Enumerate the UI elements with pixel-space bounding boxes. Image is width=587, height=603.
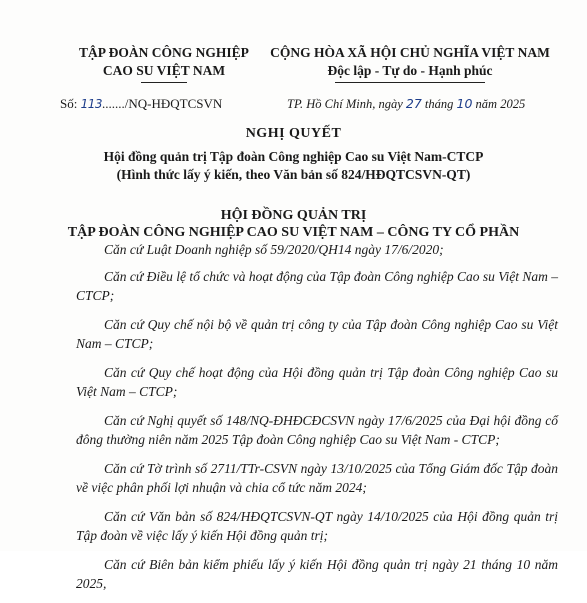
- body-title-line-2: TẬP ĐOÀN CÔNG NGHIỆP CAO SU VIỆT NAM – CÔNG TY CỔ PHẦN: [67, 225, 520, 240]
- motto-underline: [335, 82, 485, 83]
- legal-basis-item: Căn cứ Văn bản số 824/HĐQTCSVN-QT ngày 14/10/2025 của Hội đồng quản trị Tập đoàn về việc lấy ý kiến Hội đồng quản trị;: [76, 509, 558, 543]
- legal-basis-item: Căn cứ Luật Doanh nghiệp số 59/2020/QH14 ngày 17/6/2020;: [104, 242, 444, 257]
- legal-basis-item: Căn cứ Quy chế nội bộ về quản trị công ty của Tập đoàn Công nghiệp Cao su Việt Nam – CTCP;: [76, 317, 558, 351]
- subtitle-line-2: (Hình thức lấy ý kiến, theo Văn bản số 824/HĐQTCSVN-QT): [116, 167, 471, 182]
- doc-number-prefix: Số:: [60, 96, 81, 111]
- national-motto: Độc lập - Tự do - Hạnh phúc: [327, 63, 493, 78]
- doc-number-suffix: ......./NQ-HĐQTCSVN: [102, 96, 223, 111]
- org-name-line-2: CAO SU VIỆT NAM: [102, 63, 226, 78]
- document-title: NGHỊ QUYẾT: [245, 126, 342, 141]
- issuing-body-title: [0, 207, 587, 241]
- legal-bases: [76, 240, 558, 603]
- national-header: [252, 44, 568, 83]
- doc-number-handwritten: 113: [80, 97, 102, 111]
- body-title-line-1: HỘI ĐỒNG QUẢN TRỊ: [220, 208, 367, 223]
- org-underline: [141, 82, 187, 83]
- issuing-organization: [64, 44, 264, 83]
- place-and-date: [287, 96, 525, 112]
- place-prefix: TP. Hồ Chí Minh, ngày: [287, 97, 406, 111]
- legal-basis-item: Căn cứ Nghị quyết số 148/NQ-ĐHĐCĐCSVN ngày 17/6/2025 của Đại hội đồng cổ đông thường niên năm 2025 Tập đoàn Công nghiệp Cao su Việt Nam - CTCP;: [76, 413, 558, 447]
- legal-basis-item: Căn cứ Tờ trình số 2711/TTr-CSVN ngày 13/10/2025 của Tổng Giám đốc Tập đoàn về việc phân phối lợi nhuận và chia cổ tức năm 2024;: [76, 461, 558, 495]
- legal-basis-item: Căn cứ Quy chế hoạt động của Hội đồng quản trị Tập đoàn Công nghiệp Cao su Việt Nam – CTCP;: [76, 365, 558, 399]
- document-subtitle: [0, 148, 587, 184]
- date-day-handwritten: 27: [405, 96, 422, 111]
- org-name-line-1: TẬP ĐOÀN CÔNG NGHIỆP: [79, 45, 249, 60]
- document-number: [60, 96, 222, 112]
- date-month-handwritten: 10: [456, 96, 473, 111]
- year-label: năm 2025: [472, 97, 526, 111]
- legal-basis-item: Căn cứ Biên bản kiểm phiếu lấy ý kiến Hội đồng quản trị ngày 21 tháng 10 năm 2025,: [76, 557, 558, 591]
- legal-basis-item: Căn cứ Điều lệ tổ chức và hoạt động của Tập đoàn Công nghiệp Cao su Việt Nam – CTCP;: [76, 269, 558, 303]
- month-label: tháng: [421, 97, 457, 111]
- subtitle-line-1: Hội đồng quản trị Tập đoàn Công nghiệp Cao su Việt Nam-CTCP: [103, 149, 484, 164]
- country-name: CỘNG HÒA XÃ HỘI CHỦ NGHĨA VIỆT NAM: [270, 45, 550, 60]
